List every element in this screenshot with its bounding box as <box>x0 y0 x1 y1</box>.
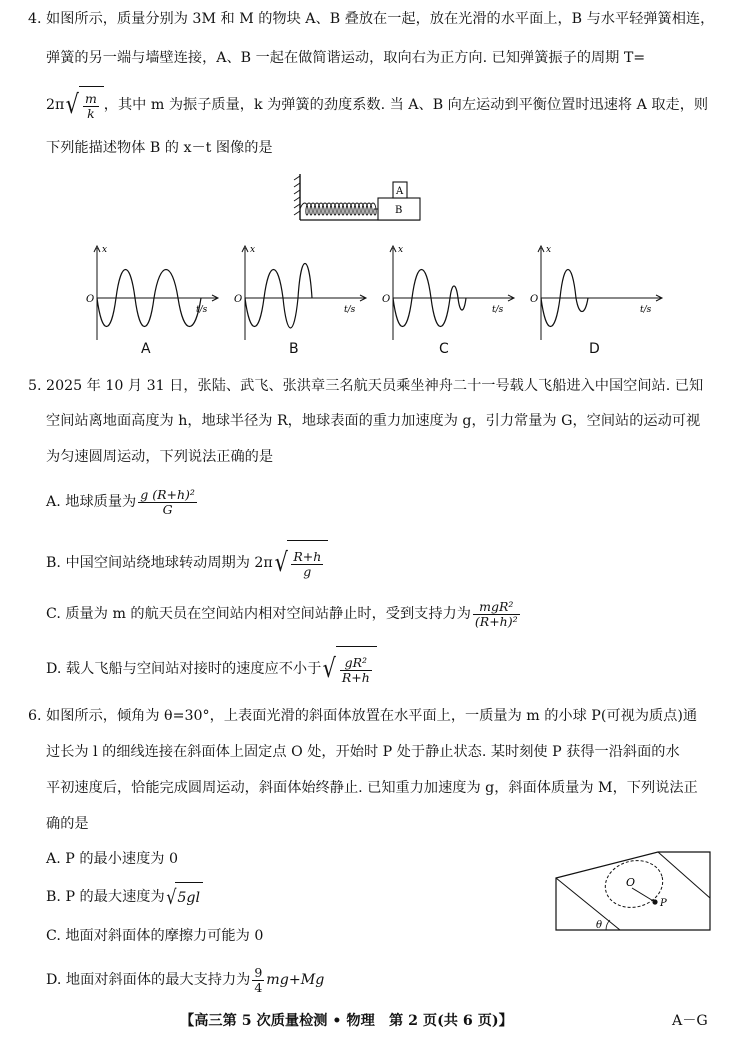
point-o-label: O <box>626 876 636 889</box>
xt-graph-b <box>232 240 372 345</box>
graph-c-origin: O <box>382 294 391 305</box>
option-label-d: D <box>589 341 600 357</box>
q5-c-numerator: mgR² <box>473 600 520 615</box>
graph-a-axis-x: x <box>102 245 108 255</box>
xt-graph-d <box>528 240 668 345</box>
q6-option-a: A. P 的最小速度为 0 <box>46 851 178 867</box>
q6-option-b: B. P 的最大速度为 √ 5gl <box>46 882 203 910</box>
option-label-c: C <box>439 341 449 357</box>
theta-label: θ <box>596 920 603 931</box>
q5-option-a <box>46 482 199 522</box>
q6-b-text: B. P 的最大速度为 <box>46 889 165 905</box>
q5-d-denominator: R+h <box>341 669 370 685</box>
q5-a-numerator: g (R+h)² <box>140 486 195 502</box>
q6-line-4: 确的是 <box>46 816 89 832</box>
q6-d-denominator: 4 <box>254 979 263 995</box>
footer-right: A－G <box>672 1013 708 1029</box>
q6-option-c: C. 地面对斜面体的摩擦力可能为 0 <box>46 928 264 944</box>
block-b-label: B <box>395 205 403 216</box>
q5-d-numerator: gR² <box>340 656 372 671</box>
q5-d-text: D. 载人飞船与空间站对接时的速度应不小于 <box>46 661 322 677</box>
q5-line-1: 5. 2025 年 10 月 31 日，张陆、武飞、张洪章三名航天员乘坐神舟二十一号载人飞船进入中国空间站. 已知 <box>28 378 704 394</box>
q5-line-2: 空间站离地面高度为 h，地球半径为 R，地球表面的重力加速度为 g，引力常量为 G，空间站的运动可视 <box>46 413 701 429</box>
q5-c-text: C. 质量为 m 的航天员在空间站内相对空间站静止时，受到支持力为 <box>46 606 471 622</box>
block-a-label: A <box>396 186 404 197</box>
graph-b-axis-x: x <box>250 245 256 255</box>
spring-block-figure <box>292 172 422 228</box>
sqrt-denominator: k <box>87 105 95 121</box>
option-label-b: B <box>289 341 299 357</box>
graph-d-origin: O <box>530 294 539 305</box>
q6-option-d <box>46 962 324 998</box>
q6-line-2: 过长为 l 的细线连接在斜面体上固定点 O 处，开始时 P 处于静止状态. 某时刻使 P 获得一沿斜面的水 <box>46 744 680 760</box>
ball-p <box>652 899 657 904</box>
graph-d-axis-x: x <box>546 245 552 255</box>
q4-line-3-text: ，其中 m 为振子质量，k 为弹簧的劲度系数. 当 A、B 向左运动到平衡位置时迅速将 A 取走，则 <box>103 97 709 113</box>
q5-a-denominator: G <box>162 501 173 517</box>
q4-line-3 <box>46 86 708 122</box>
sqrt-numerator: m <box>84 90 97 106</box>
q5-b-numerator: R+h <box>293 548 322 564</box>
period-sqrt: √ $\frac{m}{k}$ <box>64 86 103 124</box>
graph-b-curve <box>245 264 312 329</box>
q6-line-1: 6. 如图所示，倾角为 θ=30°，上表面光滑的斜面体放置在水平面上，一质量为 m 的小球 P(可视为质点)通 <box>28 708 698 724</box>
two-pi: 2π <box>46 97 65 113</box>
q5-c-denominator: (R+h)² <box>474 613 518 629</box>
q5-option-c <box>46 594 522 634</box>
graph-a-axis-t: t/s <box>196 305 208 315</box>
point-p-label: P <box>660 898 667 909</box>
footer-center: 【高三第 5 次质量检测 • 物理 第 2 页(共 6 页)】 <box>180 1013 513 1029</box>
xt-graph-a <box>84 240 224 345</box>
q6-b-radicand: 5gl <box>175 882 203 912</box>
q6-d-post: mg+Mg <box>266 972 325 988</box>
graph-a-origin: O <box>86 294 95 305</box>
q4-line-2: 弹簧的另一端与墙壁连接，A、B 一起在做简谐运动，取向右为正方向. 已知弹簧振子的周期 T= <box>46 50 646 66</box>
incline-figure <box>554 850 712 934</box>
xt-graph-c <box>380 240 520 345</box>
graph-b-axis-t: t/s <box>344 305 356 315</box>
q4-line-1: 4. 如图所示，质量分别为 3M 和 M 的物块 A、B 叠放在一起，放在光滑的水平面上，B 与水平轻弹簧相连， <box>28 11 715 27</box>
spring-coil <box>300 203 378 215</box>
q5-a-text: A. 地球质量为 <box>46 494 137 510</box>
q5-b-text: B. 中国空间站绕地球转动周期为 2π <box>46 555 273 571</box>
q5-b-denominator: g <box>303 563 312 579</box>
graph-c-axis-t: t/s <box>492 305 504 315</box>
q4-line-4: 下列能描述物体 B 的 x－t 图像的是 <box>46 140 273 156</box>
graph-b-origin: O <box>234 294 243 305</box>
q5-line-3: 为匀速圆周运动，下列说法正确的是 <box>46 449 274 465</box>
graph-c-axis-x: x <box>398 245 404 255</box>
option-label-a: A <box>141 341 151 357</box>
q5-option-b: B. 中国空间站绕地球转动周期为 2π √ $\frac{R+h}{g}$ <box>46 540 328 584</box>
q6-d-numerator: 9 <box>254 964 263 980</box>
q5-option-d: D. 载人飞船与空间站对接时的速度应不小于 √ $\frac{\text{gR²}}{R+h}$ <box>46 646 377 690</box>
q6-line-3: 平初速度后，恰能完成圆周运动，斜面体始终静止. 已知重力加速度为 g，斜面体质量为 M，下列说法正 <box>46 780 698 796</box>
graph-d-axis-t: t/s <box>640 305 652 315</box>
q6-d-text: D. 地面对斜面体的最大支持力为 <box>46 972 251 988</box>
